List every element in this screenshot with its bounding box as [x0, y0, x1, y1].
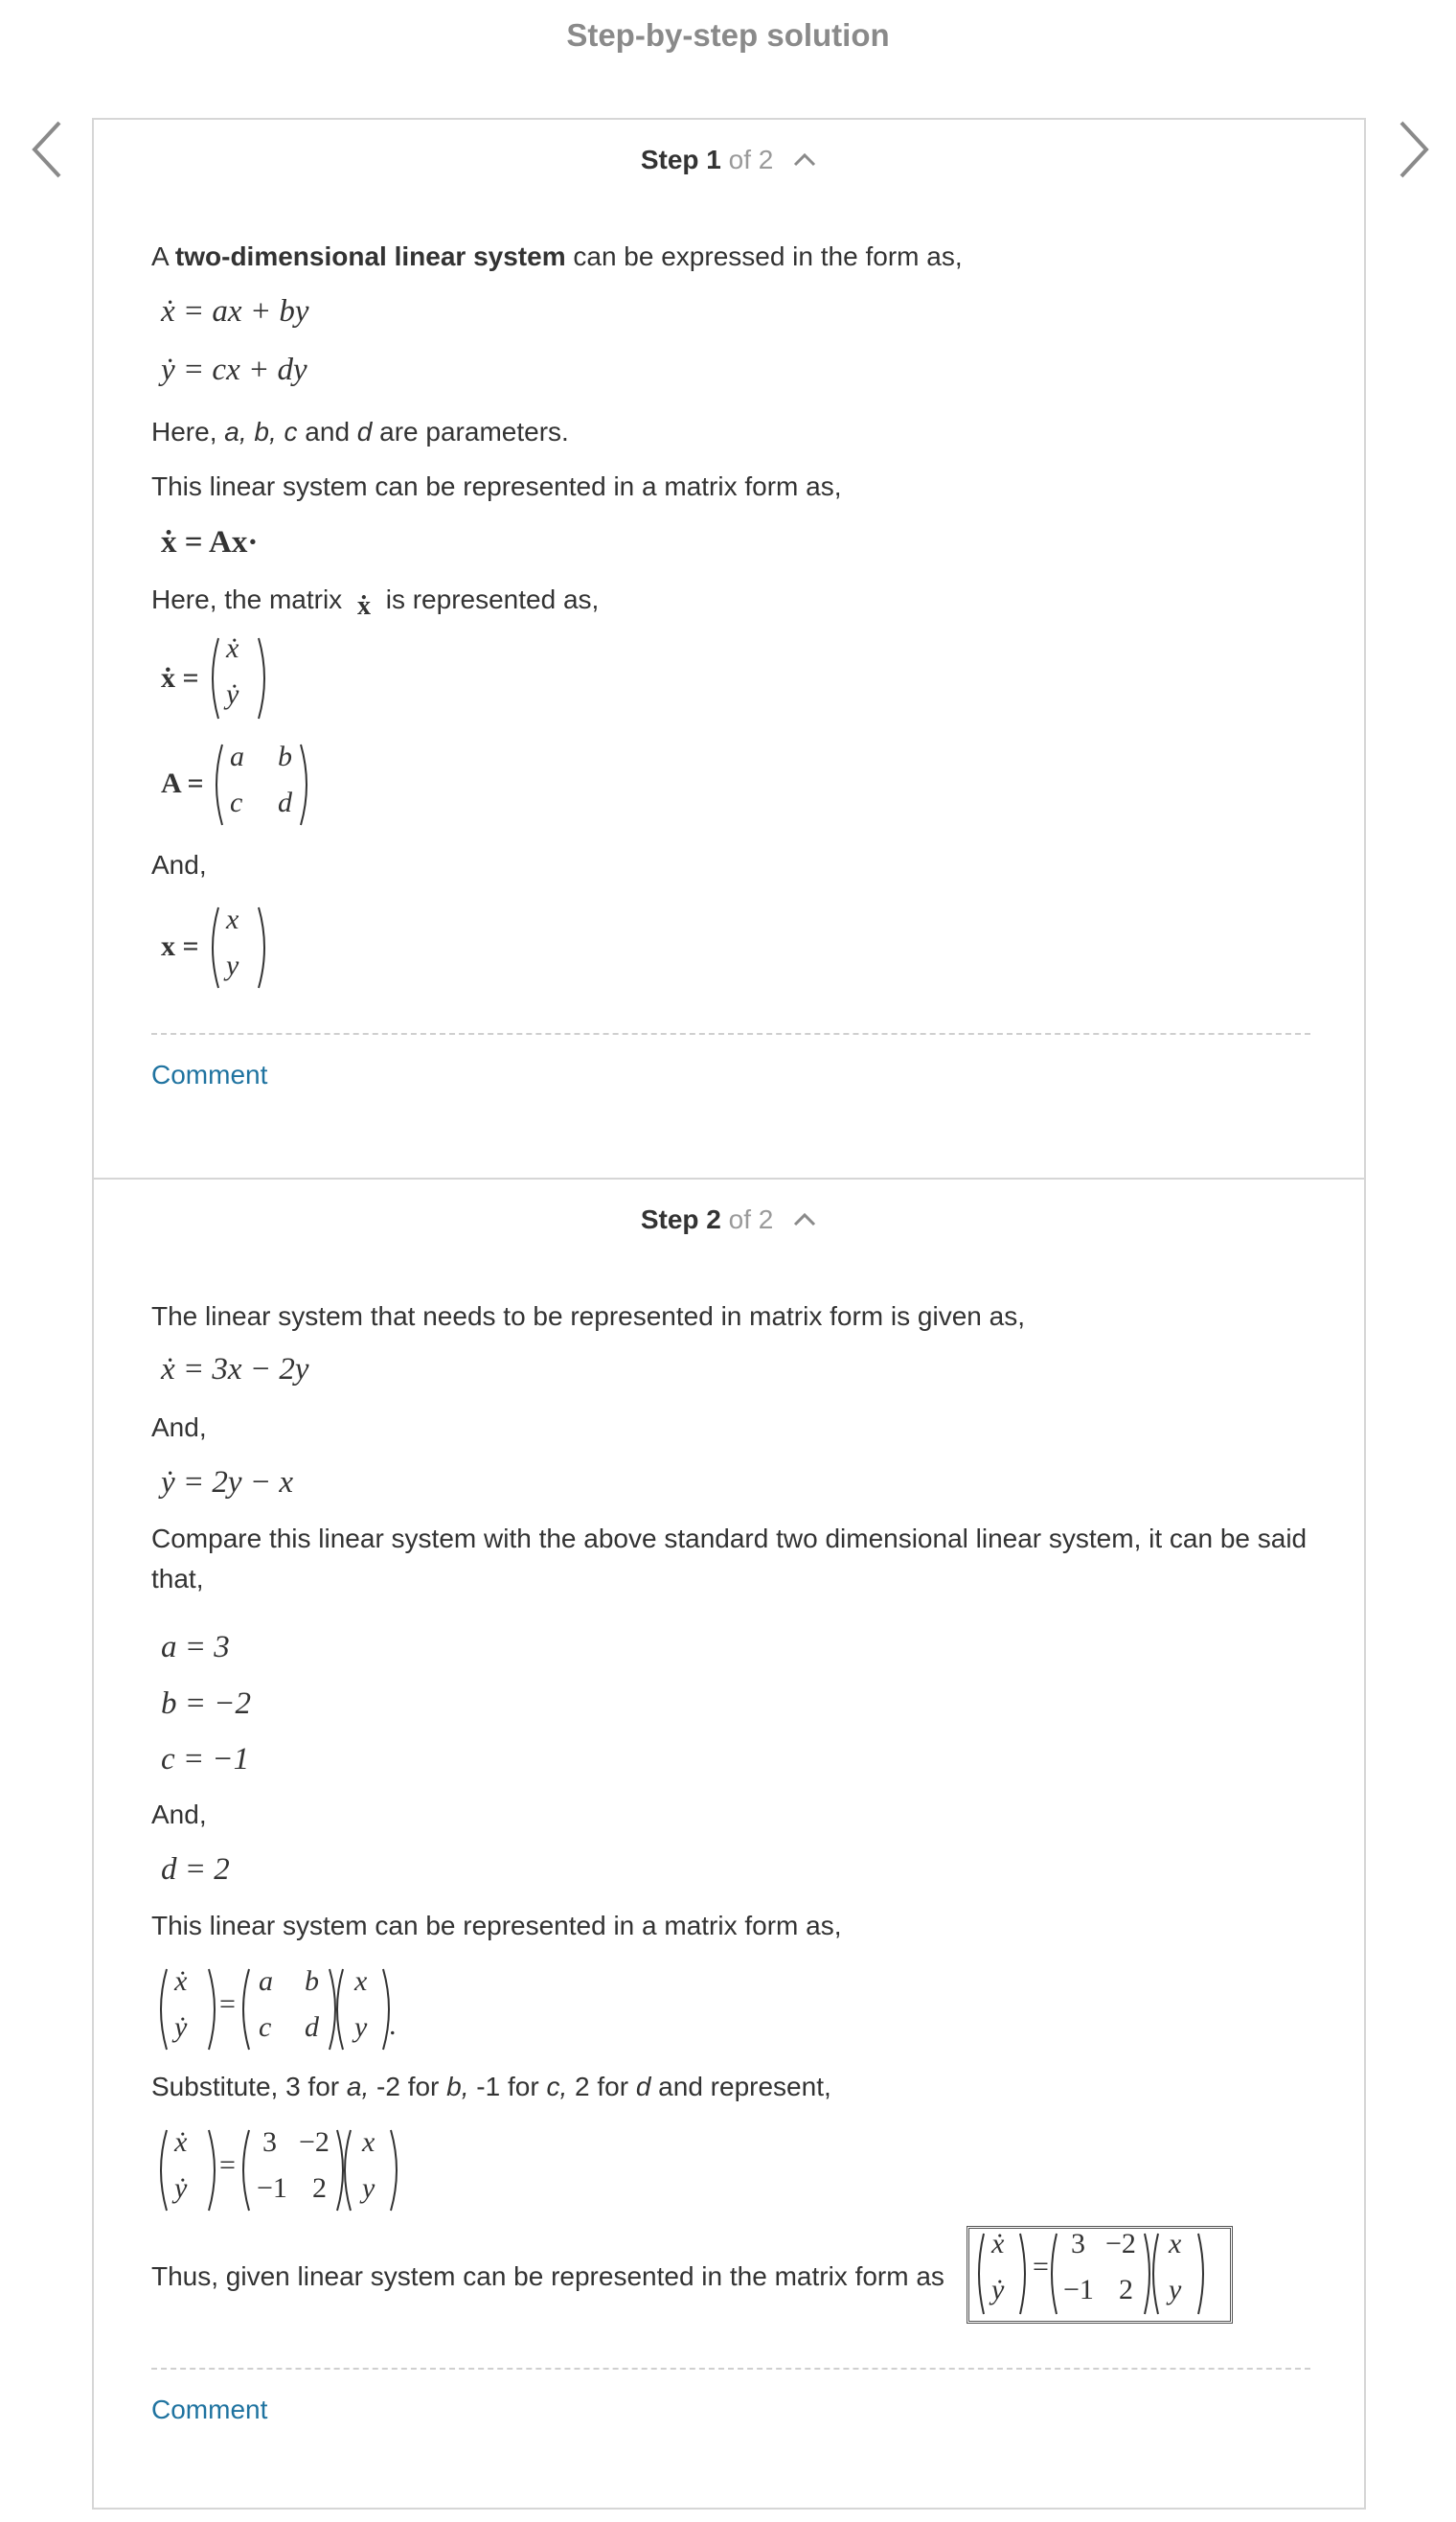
step-2: [94, 1178, 1364, 2511]
matrix-form-text: This linear system can be represented in a matrix form as,: [151, 1911, 842, 1940]
steps-card: [92, 118, 1366, 2510]
matrix-entry: 3: [262, 2126, 277, 2158]
page-title: Step-by-step solution: [566, 17, 890, 53]
matrix-form-text: This linear system can be represented in a matrix form as,: [151, 471, 842, 501]
equation-xdot: ẋ = 3x − 2y: [161, 1352, 309, 1387]
vector-entry: y: [226, 950, 239, 981]
step-label: Step 2: [640, 1204, 721, 1234]
matrix-entry: b: [278, 741, 292, 772]
text: Substitute, 3 for: [151, 2072, 347, 2101]
text: can be expressed in the form as,: [565, 241, 963, 271]
substitute-text: [151, 2067, 831, 2107]
text: A: [151, 241, 175, 271]
italic-vars: a, b, c: [224, 417, 298, 447]
matrix-entry: −2: [1105, 2228, 1136, 2259]
matrix-entry: a: [259, 1965, 273, 1997]
bold-term: two-dimensional linear system: [174, 241, 566, 271]
step-2-header[interactable]: [94, 1204, 1364, 1237]
inline-vector: ẋ: [356, 591, 371, 621]
matrix-entry: 3: [1071, 2228, 1085, 2259]
step-1-header[interactable]: [94, 145, 1364, 177]
param-c: c = −1: [161, 1742, 250, 1777]
equals-sign: =: [219, 1988, 236, 2020]
vector-entry: x: [1169, 2228, 1182, 2259]
vector-entry: ẏ: [991, 2274, 1005, 2305]
matrix-entry: −2: [299, 2126, 330, 2158]
vector-entry: y: [362, 2172, 375, 2204]
vector-xdot-lhs: ẋ =: [161, 662, 199, 694]
text: -1 for: [468, 2072, 547, 2101]
comment-link[interactable]: Comment: [151, 1060, 268, 1089]
matrix-a-lhs: A =: [161, 768, 204, 799]
step-1: [94, 120, 1364, 1178]
matrix-entry: c: [230, 787, 243, 818]
vector-entry: ẏ: [174, 2011, 188, 2043]
vector-entry: y: [354, 2011, 368, 2043]
matrix-represented-text: [151, 580, 599, 621]
next-step-arrow-icon[interactable]: [1394, 119, 1432, 180]
equation-ydot: ẏ = cx + dy: [161, 353, 307, 387]
vector-entry: ẏ: [226, 678, 239, 710]
param-b: b = −2: [161, 1686, 252, 1721]
conclusion-text: Thus, given linear system can be represented in the matrix form as: [151, 2261, 944, 2291]
text: and: [297, 417, 357, 447]
matrix-entry: −1: [1063, 2274, 1094, 2305]
equation-matrix-form: ẋ = Ax·: [161, 525, 259, 560]
param-d: d = 2: [161, 1852, 230, 1887]
text: -2 for: [369, 2072, 447, 2101]
step-of-total: of 2: [728, 1204, 774, 1234]
matrix-entry: 2: [312, 2172, 327, 2204]
param-a: a = 3: [161, 1630, 230, 1664]
vector-entry: ẋ: [226, 632, 239, 664]
italic-var: b,: [446, 2072, 469, 2101]
collapse-chevron-up-icon[interactable]: [792, 1203, 817, 1233]
text: are parameters.: [372, 417, 569, 447]
equals-sign: =: [1033, 2251, 1049, 2282]
and-text: And,: [151, 850, 207, 880]
text: 2 for: [567, 2072, 636, 2101]
and-text: And,: [151, 1412, 207, 1442]
compare-text: Compare this linear system with the above standard two dimensional linear system, it can be said that,: [151, 1524, 1308, 1593]
final-answer-brackets: [974, 2230, 1223, 2318]
text: is represented as,: [385, 585, 600, 614]
matrix-entry: −1: [257, 2172, 287, 2204]
equation-ydot: ẏ = 2y − x: [161, 1465, 293, 1500]
and-text: And,: [151, 1800, 207, 1829]
matrix-entry: a: [230, 741, 244, 772]
vector-entry: x: [226, 904, 239, 935]
matrix-entry: c: [259, 2011, 272, 2043]
step-1-intro-text: [151, 237, 963, 277]
matrix-entry: d: [305, 2011, 319, 2043]
italic-var: d: [635, 2072, 651, 2101]
equation-xdot: ẋ = ax + by: [161, 294, 309, 329]
vector-entry: x: [354, 1965, 368, 1997]
vector-entry: ẋ: [991, 2228, 1005, 2259]
given-system-text: The linear system that needs to be represented in matrix form is given as,: [151, 1301, 1025, 1331]
comment-link[interactable]: Comment: [151, 2395, 268, 2424]
italic-var: a,: [346, 2072, 370, 2101]
step-label: Step 1: [640, 145, 721, 174]
equals-sign: =: [219, 2149, 236, 2181]
vector-x-lhs: x =: [161, 930, 199, 962]
period: .: [389, 2009, 397, 2041]
matrix-a-brackets: [209, 741, 314, 829]
step-of-total: of 2: [728, 145, 774, 174]
matrix-entry: 2: [1119, 2274, 1133, 2305]
matrix-entry: b: [305, 1965, 319, 1997]
text: Here,: [151, 417, 225, 447]
previous-step-arrow-icon[interactable]: [29, 119, 67, 180]
italic-var: d: [356, 417, 373, 447]
text: and represent,: [650, 2072, 831, 2101]
divider: [151, 2368, 1310, 2370]
matrix-entry: d: [278, 787, 292, 818]
divider: [151, 1033, 1310, 1035]
parameters-text: [151, 412, 569, 452]
vector-entry: ẋ: [174, 1965, 188, 1997]
italic-var: c,: [546, 2072, 568, 2101]
vector-entry: y: [1169, 2274, 1182, 2305]
vector-entry: ẋ: [174, 2126, 188, 2158]
vector-entry: ẏ: [174, 2172, 188, 2204]
collapse-chevron-up-icon[interactable]: [792, 143, 817, 173]
vector-entry: x: [362, 2126, 375, 2158]
text: Here, the matrix: [151, 585, 343, 614]
